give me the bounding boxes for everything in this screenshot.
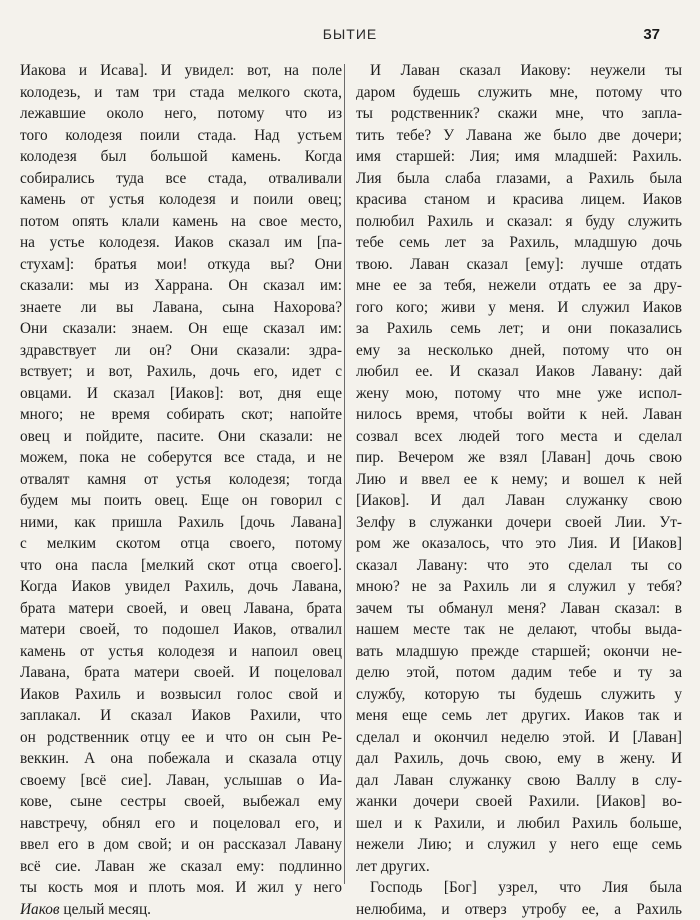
text-line: собирались туда все стада, отваливали bbox=[20, 168, 342, 190]
text-line: будем мы поить овец. Еще он говорил с bbox=[20, 490, 342, 512]
text-line: брата матери своей, и овец Лавана, брата bbox=[20, 598, 342, 620]
text-line: веккин. А она побежала и сказала отцу bbox=[20, 748, 342, 770]
text-line: вать младшую прежде старшей; окончи не- bbox=[356, 641, 682, 663]
text-line: твою. Лаван сказал [ему]: лучше отдать bbox=[356, 254, 682, 276]
text-line: Иаков Рахиль и возвысил голос свой и bbox=[20, 684, 342, 706]
text-line: [Иаков]. И дал Лаван служанку свою bbox=[356, 490, 682, 512]
text-line: ром же оказалось, что это Лия. И [Иаков] bbox=[356, 533, 682, 555]
text-line: здравствует ли он? Они сказали: здра- bbox=[20, 340, 342, 362]
italic-word: Иаков bbox=[20, 901, 60, 918]
text-line: лежавшие около него, потому что из bbox=[20, 103, 342, 125]
text-line: нашем месте так не делают, чтобы выда- bbox=[356, 619, 682, 641]
text-line bbox=[20, 899, 342, 920]
text-line: лет других. bbox=[356, 856, 682, 878]
text-line: красива станом и красива лицем. Иаков bbox=[356, 189, 682, 211]
text-line: любил ее. И сказал Иаков Лавану: дай bbox=[356, 361, 682, 383]
text-line: гого кого; живи у меня. И служил Иаков bbox=[356, 297, 682, 319]
text-line: кове, сыне сестры своей, выбежал ему bbox=[20, 791, 342, 813]
text-line: можем, пока не соберутся все стада, и не bbox=[20, 447, 342, 469]
text-line: шел и к Рахили, и любил Рахиль больше, bbox=[356, 813, 682, 835]
text-line: сказал Лавану: что это сделал ты со bbox=[356, 555, 682, 577]
text-line: всё сие. Лаван же сказал ему: подлинно bbox=[20, 856, 342, 878]
text-line: ему за несколько дней, потому что он bbox=[356, 340, 682, 362]
page-header bbox=[0, 26, 700, 46]
text-line: овец и пойдите, пасите. Они сказали: не bbox=[20, 426, 342, 448]
text-line: за Рахиль семь лет; и они показались bbox=[356, 318, 682, 340]
text-line: колодезя был большой камень. Когда bbox=[20, 146, 342, 168]
text-line: потом опять клали камень на свое место, bbox=[20, 211, 342, 233]
text-line: дал Лаван служанку свою Валлу в слу- bbox=[356, 770, 682, 792]
text-line: навстречу, обнял его и поцеловал его, и bbox=[20, 813, 342, 835]
text-line: Лию и ввел ее к нему; и вошел к ней bbox=[356, 469, 682, 491]
text-line: имя старшей: Лия; имя младшей: Рахиль. bbox=[356, 146, 682, 168]
text-line: овцами. И сказал [Иаков]: вот, дня еще bbox=[20, 383, 342, 405]
running-title: БЫТИЕ bbox=[0, 26, 700, 42]
text-line: нилось время, чтобы войти к ней. Лаван bbox=[356, 404, 682, 426]
text-line: меня еще семь лет других. Иаков так и bbox=[356, 705, 682, 727]
text-line: дал Рахиль, дочь свою, ему в жену. И bbox=[356, 748, 682, 770]
text-line: жанки дочери своей Рахили. [Иаков] во- bbox=[356, 791, 682, 813]
text-line: вствует; и вот, Рахиль, дочь его, идет с bbox=[20, 361, 342, 383]
text-line: Господь [Бог] узрел, что Лия была bbox=[356, 877, 682, 899]
text-line: того колодезя поили стада. Над устьем bbox=[20, 125, 342, 147]
text-line: Они сказали: знаем. Он еще сказал им: bbox=[20, 318, 342, 340]
text-line: Когда Иаков увидел Рахиль, дочь Лавана, bbox=[20, 576, 342, 598]
text-line: созвал всех людей того места и сделал bbox=[356, 426, 682, 448]
text-line: мне ее за тебя, нежели отдать ее за дру- bbox=[356, 275, 682, 297]
text-line: полюбил Рахиль и сказал: я буду служить bbox=[356, 211, 682, 233]
text-line: знаете ли вы Лавана, сына Нахорова? bbox=[20, 297, 342, 319]
text-line: ты родственник? скажи мне, что запла- bbox=[356, 103, 682, 125]
text-line: пир. Вечером же взял [Лаван] дочь свою bbox=[356, 447, 682, 469]
text-line: тебе семь лет за Рахиль, младшую дочь bbox=[356, 232, 682, 254]
right-text-column bbox=[356, 60, 682, 920]
text-line: Лия была слаба глазами, а Рахиль была bbox=[356, 168, 682, 190]
text-line: сказали: мы из Харрана. Он сказал им: bbox=[20, 275, 342, 297]
text-line: нелюбима, и отверз утробу ее, а Рахиль bbox=[356, 899, 682, 920]
text-line: камень от устья колодезя и напоил овец bbox=[20, 641, 342, 663]
text-line: матери своей, то подошел Иаков, отвалил bbox=[20, 619, 342, 641]
text-line: И Лаван сказал Иакову: неужели ты bbox=[356, 60, 682, 82]
text-line: с мелким скотом отца своего, потому bbox=[20, 533, 342, 555]
text-line: тить тебе? У Лавана же было две дочери; bbox=[356, 125, 682, 147]
text-line: службу, которую ты будешь служить у bbox=[356, 684, 682, 706]
text-line: своему [всё сие]. Лаван, услышав о Иа- bbox=[20, 770, 342, 792]
text-line: зачем ты обманул меня? Лаван сказал: в bbox=[356, 598, 682, 620]
text-line: отвалят камня от устья колодезя; тогда bbox=[20, 469, 342, 491]
text-line: стухам]: братья мои! откуда вы? Они bbox=[20, 254, 342, 276]
line-rest: целый месяц. bbox=[60, 901, 151, 918]
text-line: сделал и окончил неделю этой. И [Лаван] bbox=[356, 727, 682, 749]
left-text-column bbox=[20, 60, 342, 920]
text-line: Иакова и Исава]. И увидел: вот, на поле bbox=[20, 60, 342, 82]
text-line: Лавана, брата матери своей. И поцеловал bbox=[20, 662, 342, 684]
text-line: даром будешь служить мне, потому что bbox=[356, 82, 682, 104]
text-line: мною? не за Рахиль ли я служил у тебя? bbox=[356, 576, 682, 598]
text-line: много; не время собирать скот; напойте bbox=[20, 404, 342, 426]
text-line: Зелфу в служанки дочери своей Лии. Ут- bbox=[356, 512, 682, 534]
text-line: ты кость моя и плоть моя. И жил у него bbox=[20, 877, 342, 899]
text-line: заплакал. И сказал Иаков Рахили, что bbox=[20, 705, 342, 727]
text-line: колодезь, и там три стада мелкого скота, bbox=[20, 82, 342, 104]
page-number: 37 bbox=[643, 26, 660, 43]
column-divider bbox=[344, 64, 345, 884]
text-line: делю этой, потом дадим тебе и ту за bbox=[356, 662, 682, 684]
text-line: ввел его в дом свой; и он рассказал Лавану bbox=[20, 834, 342, 856]
text-line: жену мою, потому что мне уже испол- bbox=[356, 383, 682, 405]
text-line: на устье колодезя. Иаков сказал им [па- bbox=[20, 232, 342, 254]
text-line: что она пасла [мелкий скот отца своего]. bbox=[20, 555, 342, 577]
text-line: камень от устья колодезя и поили овец; bbox=[20, 189, 342, 211]
text-line: ними, как пришла Рахиль [дочь Лавана] bbox=[20, 512, 342, 534]
text-line: он родственник отцу ее и что он сын Ре- bbox=[20, 727, 342, 749]
text-line: нежели Лию; и служил у него еще семь bbox=[356, 834, 682, 856]
